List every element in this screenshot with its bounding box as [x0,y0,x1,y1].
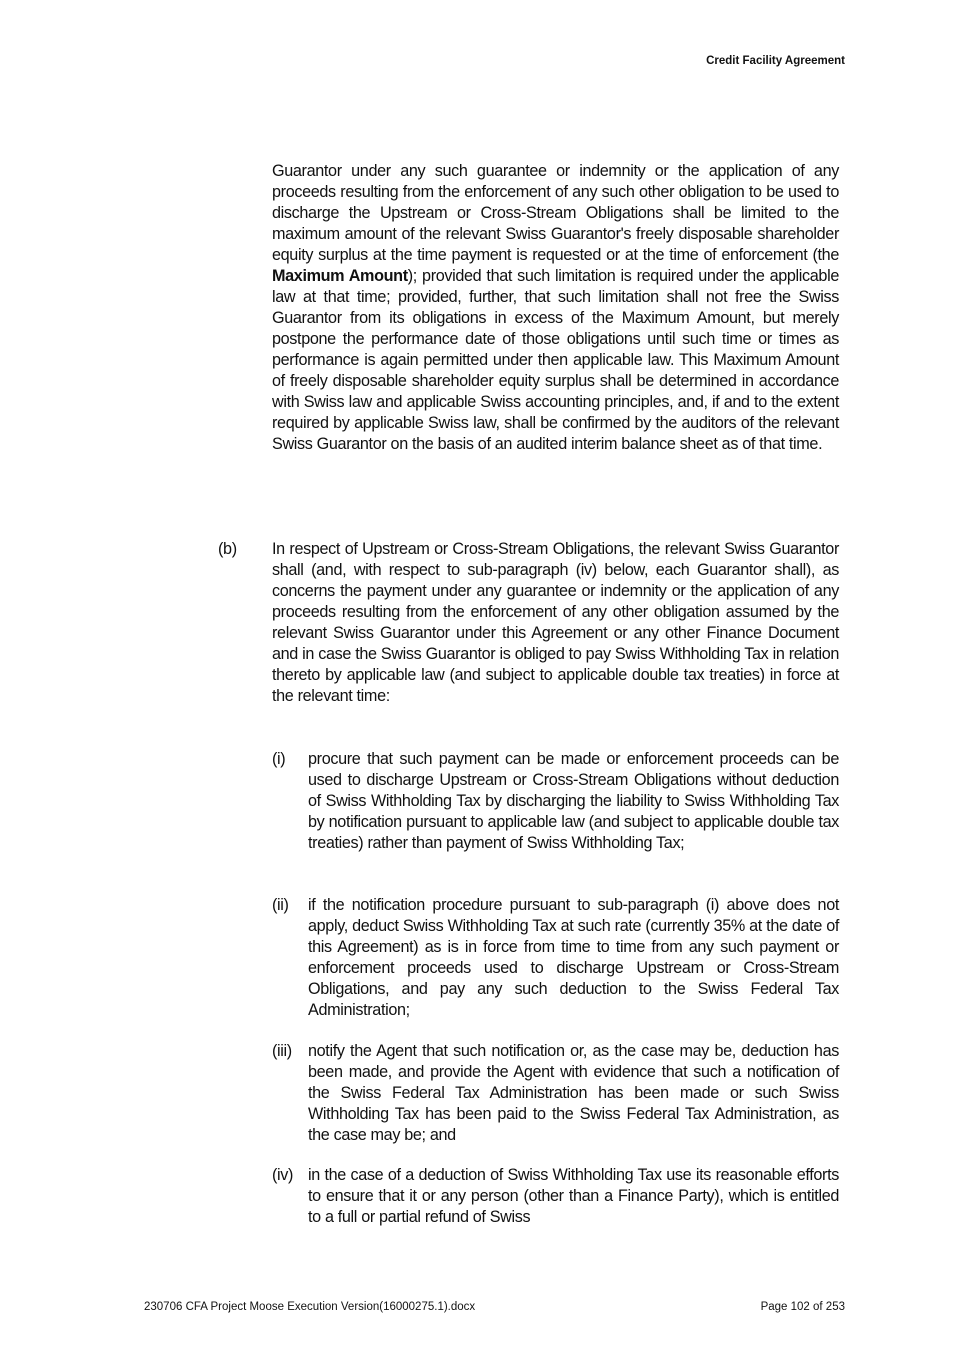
defined-term-maximum-amount: Maximum Amount [272,267,408,285]
sub-item-i-text: procure that such payment can be made or enforcement proceeds can be used to discharge Upstream or Cross-Stream Obligations without deduction of Swiss Withholding Tax by discharging the liability to Swiss Withholding Tax by notification pursuant to applicable law (and subject to applicable double tax treaties) rather than payment of Swiss Withholding Tax; [308,750,839,852]
footer-document-name: 230706 CFA Project Moose Execution Version(16000275.1).docx [144,1301,476,1313]
sub-item-ii-label: (ii) [272,896,289,914]
continuation-paragraph [272,161,839,455]
sub-item-iv-text: in the case of a deduction of Swiss Withholding Tax use its reasonable efforts to ensure that it or any person (other than a Finance Party), which is entitled to a full or partial refund of Swiss [308,1166,839,1226]
sub-item-iii-text: notify the Agent that such notification or, as the case may be, deduction has been made, and provide the Agent with evidence that such a notification of the Swiss Federal Tax Administration has been made or such Swiss Withholding Tax has been paid to the Swiss Federal Tax Administration, as the case may be; and [308,1042,839,1144]
sub-item-iv-label: (iv) [272,1166,294,1184]
document-header-title: Credit Facility Agreement [706,55,845,67]
continuation-text-start: Guarantor under any such guarantee or indemnity or the application of any proceeds resulting from the enforcement of any such other obligation to be used to discharge the Upstream or Cross-Stream Obligations shall be limited to the maximum amount of the relevant Swiss Guarantor's freely disposable shareholder equity surplus at the time payment is requested or at the time of enforcement (the [272,162,839,264]
sub-item-ii-text: if the notification procedure pursuant to sub-paragraph (i) above does not apply, deduct Swiss Withholding Tax at such rate (currently 35% at the date of this Agreement) as is in force from time to time from any such payment or enforcement proceeds used to discharge Upstream or Cross-Stream Obligations, and pay any such deduction to the Swiss Federal Tax Administration; [308,896,839,1019]
footer-page-number: Page 102 of 253 [760,1301,845,1313]
sub-item-iii-label: (iii) [272,1042,292,1060]
continuation-text-end: ); provided that such limitation is required under the applicable law at that time; provided, further, that such limitation shall not free the Swiss Guarantor from its obligations in excess of the Maximum Amount, but merely postpone the performance date of those obligations until such time or times as performance is again permitted under then applicable law. This Maximum Amount of freely disposable shareholder equity surplus shall be determined in accordance with Swiss law and applicable Swiss accounting principles, and, if and to the extent required by applicable Swiss law, shall be confirmed by the auditors of the relevant Swiss Guarantor on the basis of an audited interim balance sheet as of that time. [272,267,839,453]
clause-b-text: In respect of Upstream or Cross-Stream Obligations, the relevant Swiss Guarantor shall (and, with respect to sub-paragraph (iv) below, each Guarantor shall), as concerns the payment under any guarantee or indemnity or the application of any proceeds resulting from the enforcement of any other obligation assumed by the relevant Swiss Guarantor under this Agreement or any other Finance Document and in case the Swiss Guarantor is obliged to pay Swiss Withholding Tax in relation thereto by applicable law (and subject to applicable double tax treaties) in force at the relevant time: [272,540,839,705]
sub-item-i-label: (i) [272,750,286,768]
clause-b-label: (b) [218,540,237,558]
